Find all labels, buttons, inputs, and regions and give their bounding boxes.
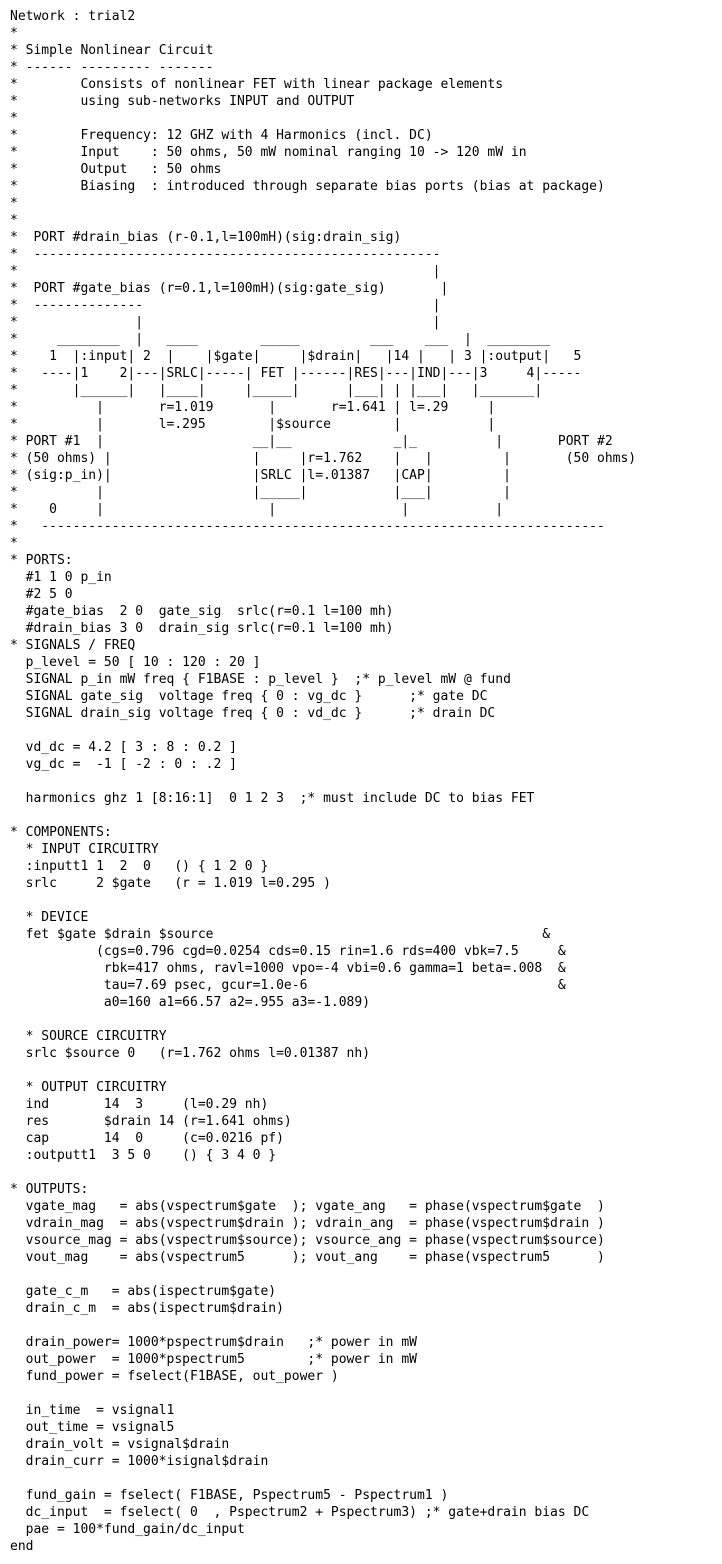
netlist-line: drain_volt = vsignal$drain (10, 1437, 230, 1452)
netlist-line: * (10, 111, 18, 126)
netlist-line: * 1 |:input| 2 | |$gate| |$drain| |14 | | 3 |:output| 5 (10, 349, 582, 364)
netlist-line: * | |_____| |___| | (10, 485, 511, 500)
netlist-line: * using sub-networks INPUT and OUTPUT (10, 94, 355, 109)
netlist-line: * (50 ohms) | | |r=1.762 | | | (50 ohms) (10, 451, 637, 466)
netlist-line: vdrain_mag = abs(vspectrum$drain ); vdrain_ang = phase(vspectrum$drain ) (10, 1216, 605, 1231)
netlist-line: vd_dc = 4.2 [ 3 : 8 : 0.2 ] (10, 740, 237, 755)
netlist-line: * 0 | | | | (10, 502, 504, 517)
netlist-line: * | | (10, 315, 441, 330)
netlist-line (10, 1385, 636, 1402)
netlist-line: srlc $source 0 (r=1.762 ohms l=0.01387 nh) (10, 1046, 371, 1061)
netlist-line (10, 773, 636, 790)
netlist-line: fund_gain = fselect( F1BASE, Pspectrum5 - Pspectrum1 ) (10, 1488, 449, 1503)
netlist-line: * COMPONENTS: (10, 825, 112, 840)
netlist-line: * Consists of nonlinear FET with linear package elements (10, 77, 504, 92)
netlist-line: end (10, 1539, 34, 1554)
netlist-line: p_level = 50 [ 10 : 120 : 20 ] (10, 655, 261, 670)
netlist-line: * ----|1 2|---|SRLC|-----| FET |------|RES|---|IND|---|3 4|----- (10, 366, 582, 381)
netlist-line: * | l=.295 |$source | | (10, 417, 496, 432)
netlist-line: out_time = vsignal5 (10, 1420, 175, 1435)
netlist-line: vgate_mag = abs(vspectrum$gate ); vgate_ang = phase(vspectrum$gate ) (10, 1199, 605, 1214)
netlist-line (10, 1317, 636, 1334)
netlist-line: * ---------------------------------------------------- (10, 247, 441, 262)
netlist-line: * DEVICE (10, 910, 89, 925)
netlist-line: harmonics ghz 1 [8:16:1] 0 1 2 3 ;* must include DC to bias FET (10, 791, 535, 806)
netlist-line: * Simple Nonlinear Circuit (10, 43, 214, 58)
netlist-line: * ________ | ____ _____ ___ ___ | ________ (10, 332, 551, 347)
netlist-line: * PORT #gate_bias (r=0.1,l=100mH)(sig:gate_sig) | (10, 281, 449, 296)
netlist-line: * Output : 50 ohms (10, 162, 222, 177)
netlist-line: (cgs=0.796 cgd=0.0254 cds=0.15 rin=1.6 rds=400 vbk=7.5 & (10, 944, 566, 959)
netlist-line: * OUTPUTS: (10, 1182, 89, 1197)
netlist-line: * OUTPUT CIRCUITRY (10, 1080, 167, 1095)
netlist-line: * Frequency: 12 GHZ with 4 Harmonics (incl. DC) (10, 128, 433, 143)
netlist-line (10, 722, 636, 739)
netlist-line: SIGNAL gate_sig voltage freq { 0 : vg_dc } ;* gate DC (10, 689, 488, 704)
netlist-text (10, 8, 636, 1555)
netlist-line: in_time = vsignal1 (10, 1403, 175, 1418)
netlist-line: fund_power = fselect(F1BASE, out_power ) (10, 1369, 339, 1384)
netlist-line: * ------------------------------------------------------------------------ (10, 519, 605, 534)
netlist-line: * PORT #1 | __|__ _|_ | PORT #2 (10, 434, 613, 449)
netlist-line: dc_input = fselect( 0 , Pspectrum2 + Pspectrum3) ;* gate+drain bias DC (10, 1505, 590, 1520)
netlist-line: * -------------- | (10, 298, 441, 313)
netlist-line (10, 1470, 636, 1487)
netlist-line: #drain_bias 3 0 drain_sig srlc(r=0.1 l=100 mh) (10, 621, 394, 636)
netlist-line: a0=160 a1=66.57 a2=.955 a3=-1.089) (10, 995, 371, 1010)
netlist-line: * (10, 196, 18, 211)
netlist-line: * SOURCE CIRCUITRY (10, 1029, 167, 1044)
netlist-line: :inputt1 1 2 0 () { 1 2 0 } (10, 859, 269, 874)
netlist-line: * (10, 26, 18, 41)
netlist-line: * INPUT CIRCUITRY (10, 842, 159, 857)
netlist-line (10, 1266, 636, 1283)
netlist-line: * (10, 536, 18, 551)
netlist-line: srlc 2 $gate (r = 1.019 l=0.295 ) (10, 876, 331, 891)
netlist-line: #1 1 0 p_in (10, 570, 112, 585)
netlist-line: * PORTS: (10, 553, 73, 568)
netlist-line: vg_dc = -1 [ -2 : 0 : .2 ] (10, 757, 237, 772)
netlist-line: rbk=417 ohms, ravl=1000 vpo=-4 vbi=0.6 gamma=1 beta=.008 & (10, 961, 566, 976)
netlist-line: * (sig:p_in)| |SRLC |l=.01387 |CAP| | (10, 468, 511, 483)
netlist-line: vsource_mag = abs(vspectrum$source); vsource_ang = phase(vspectrum$source) (10, 1233, 605, 1248)
netlist-line (10, 1062, 636, 1079)
netlist-line: * |______| |____| |_____| |___| | |___| |_______| (10, 383, 543, 398)
netlist-line: pae = 100*fund_gain/dc_input (10, 1522, 245, 1537)
netlist-line: SIGNAL drain_sig voltage freq { 0 : vd_dc } ;* drain DC (10, 706, 496, 721)
netlist-line: SIGNAL p_in mW freq { F1BASE : p_level } ;* p_level mW @ fund (10, 672, 511, 687)
netlist-line: * ------ --------- ------- (10, 60, 214, 75)
netlist-line (10, 892, 636, 909)
netlist-line: gate_c_m = abs(ispectrum$gate) (10, 1284, 277, 1299)
netlist-line (10, 807, 636, 824)
netlist-line: vout_mag = abs(vspectrum5 ); vout_ang = phase(vspectrum5 ) (10, 1250, 605, 1265)
netlist-line (10, 1011, 636, 1028)
netlist-line: :outputt1 3 5 0 () { 3 4 0 } (10, 1148, 277, 1163)
netlist-line: drain_curr = 1000*isignal$drain (10, 1454, 269, 1469)
network-title: Network : trial2 (10, 9, 136, 24)
netlist-line: #gate_bias 2 0 gate_sig srlc(r=0.1 l=100 mh) (10, 604, 394, 619)
netlist-line: drain_power= 1000*pspectrum$drain ;* power in mW (10, 1335, 417, 1350)
netlist-line: * (10, 213, 18, 228)
netlist-line (10, 1164, 636, 1181)
netlist-line: * | (10, 264, 441, 279)
netlist-line: #2 5 0 (10, 587, 73, 602)
netlist-line: cap 14 0 (c=0.0216 pf) (10, 1131, 284, 1146)
netlist-line: fet $gate $drain $source & (10, 927, 551, 942)
netlist-line: drain_c_m = abs(ispectrum$drain) (10, 1301, 284, 1316)
netlist-line: * Input : 50 ohms, 50 mW nominal ranging 10 -> 120 mW in (10, 145, 527, 160)
netlist-line: * Biasing : introduced through separate bias ports (bias at package) (10, 179, 605, 194)
netlist-line: ind 14 3 (l=0.29 nh) (10, 1097, 269, 1112)
netlist-line: * PORT #drain_bias (r-0.1,l=100mH)(sig:drain_sig) (10, 230, 402, 245)
netlist-line: * | r=1.019 | r=1.641 | l=.29 | (10, 400, 496, 415)
netlist-line: tau=7.69 psec, gcur=1.0e-6 & (10, 978, 566, 993)
netlist-line: out_power = 1000*pspectrum5 ;* power in mW (10, 1352, 417, 1367)
netlist-line: * SIGNALS / FREQ (10, 638, 136, 653)
netlist-line: res $drain 14 (r=1.641 ohms) (10, 1114, 292, 1129)
